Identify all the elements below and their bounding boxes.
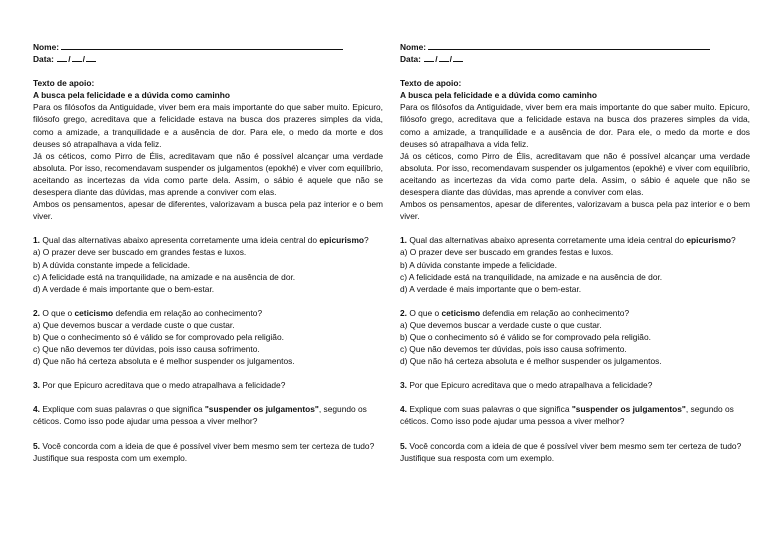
date-blank-day[interactable] xyxy=(424,53,434,62)
support-paragraph-2: Já os céticos, como Pirro de Élis, acreditavam que não é possível alcançar uma verdade absoluta. Por isso, recomendavam suspender os julgamentos (epokhé) e viver com equilíbrio, aceitando as incertezas da vida como parte dela. Assim, o sábio é aquele que não se desespera diante das dúvidas, mas aprende a conviver com elas. xyxy=(400,150,750,198)
question-1-option: c) A felicidade está na tranquilidade, na amizade e na ausência de dor. xyxy=(400,271,663,282)
name-blank[interactable] xyxy=(61,41,343,50)
support-paragraph-1: Para os filósofos da Antiguidade, viver bem era mais importante do que saber muito. Epicuro, filósofo grego, acreditava que a felicidade estava na busca dos prazeres simples da vida, como a amizade, a tranquilidade e a ausência de dor. Para ele, o medo da morte e dos deuses só atrapalhava a vida feliz. xyxy=(400,102,750,149)
question-1-option: a) O prazer deve ser buscado em grandes festas e luxos. xyxy=(33,247,247,258)
question-1-option: a) O prazer deve ser buscado em grandes festas e luxos. xyxy=(400,247,614,258)
question-1-option: d) A verdade é mais importante que o bem-estar. xyxy=(400,283,582,294)
support-text-label: Texto de apoio: xyxy=(400,78,462,89)
question-1: 1. Qual das alternativas abaixo apresenta corretamente uma ideia central do epicurismo? xyxy=(33,235,369,246)
support-text-title: A busca pela felicidade e a dúvida como caminho xyxy=(33,90,231,101)
support-text-title: A busca pela felicidade e a dúvida como caminho xyxy=(400,90,598,101)
question-1-option: d) A verdade é mais importante que o bem-estar. xyxy=(33,283,215,294)
support-paragraph-1: Para os filósofos da Antiguidade, viver bem era mais importante do que saber muito. Epicuro, filósofo grego, acreditava que a felicidade estava na busca dos prazeres simples da vida, como a amizade, a tranquilidade e a ausência de dor. Para ele, o medo da morte e dos deuses só atrapalhava a vida feliz. xyxy=(33,102,383,149)
question-2-option: d) Que não há certeza absoluta e é melhor suspender os julgamentos. xyxy=(33,356,295,367)
date-blank-year[interactable] xyxy=(453,53,463,62)
question-4: 4. Explique com suas palavras o que significa "suspender os julgamentos", segundo os céticos. Como isso pode ajudar uma pessoa a viver melhor? xyxy=(33,404,367,427)
date-label: Data: xyxy=(33,54,54,65)
support-paragraph-2: Já os céticos, como Pirro de Élis, acreditavam que não é possível alcançar uma verdade absoluta. Por isso, recomendavam suspender os julgamentos (epokhé) e viver com equilíbrio, aceitando as incertezas da vida como parte dela. Assim, o sábio é aquele que não se desespera diante das dúvidas, mas aprende a conviver com elas. xyxy=(33,150,383,198)
question-2-option: a) Que devemos buscar a verdade custe o que custar. xyxy=(400,319,602,330)
name-line xyxy=(33,41,383,53)
worksheet-copy-left xyxy=(33,41,383,464)
worksheet-copy-right xyxy=(400,41,750,464)
date-line: Data: / / xyxy=(33,53,383,65)
name-blank[interactable] xyxy=(428,41,710,50)
date-blank-day[interactable] xyxy=(57,53,67,62)
question-2-option: c) Que não devemos ter dúvidas, pois isso causa sofrimento. xyxy=(400,344,627,355)
question-1-option: b) A dúvida constante impede a felicidade. xyxy=(400,259,557,270)
support-text-label: Texto de apoio: xyxy=(33,78,95,89)
support-paragraph-3: Ambos os pensamentos, apesar de diferentes, valorizavam a busca pela paz interior e o bem viver. xyxy=(400,199,750,222)
support-paragraph-3: Ambos os pensamentos, apesar de diferentes, valorizavam a busca pela paz interior e o bem viver. xyxy=(33,199,383,222)
question-2-option: b) Que o conhecimento só é válido se for comprovado pela religião. xyxy=(400,331,651,342)
question-2: 2. O que o ceticismo defendia em relação ao conhecimento? xyxy=(33,307,263,318)
question-3: 3. Por que Epicuro acreditava que o medo atrapalhava a felicidade? xyxy=(33,380,286,391)
date-line: Data: / / xyxy=(400,53,750,65)
date-blank-month[interactable] xyxy=(439,53,449,62)
question-3: 3. Por que Epicuro acreditava que o medo atrapalhava a felicidade? xyxy=(400,380,653,391)
question-1-option: c) A felicidade está na tranquilidade, na amizade e na ausência de dor. xyxy=(33,271,296,282)
question-2-option: b) Que o conhecimento só é válido se for comprovado pela religião. xyxy=(33,331,284,342)
name-label: Nome: xyxy=(33,42,60,52)
name-label: Nome: xyxy=(400,42,427,52)
question-5: 5. Você concorda com a ideia de que é possível viver bem mesmo sem ter certeza de tudo? Justifique sua resposta com um exemplo. xyxy=(33,440,375,463)
question-2-option: a) Que devemos buscar a verdade custe o que custar. xyxy=(33,319,235,330)
question-1: 1. Qual das alternativas abaixo apresenta corretamente uma ideia central do epicurismo? xyxy=(400,235,736,246)
question-5: 5. Você concorda com a ideia de que é possível viver bem mesmo sem ter certeza de tudo? Justifique sua resposta com um exemplo. xyxy=(400,440,742,463)
date-blank-month[interactable] xyxy=(72,53,82,62)
question-2-option: d) Que não há certeza absoluta e é melhor suspender os julgamentos. xyxy=(400,356,662,367)
name-line xyxy=(400,41,750,53)
date-label: Data: xyxy=(400,54,421,65)
question-2-option: c) Que não devemos ter dúvidas, pois isso causa sofrimento. xyxy=(33,344,260,355)
question-4: 4. Explique com suas palavras o que significa "suspender os julgamentos", segundo os céticos. Como isso pode ajudar uma pessoa a viver melhor? xyxy=(400,404,734,427)
date-blank-year[interactable] xyxy=(86,53,96,62)
question-2: 2. O que o ceticismo defendia em relação ao conhecimento? xyxy=(400,307,630,318)
question-1-option: b) A dúvida constante impede a felicidade. xyxy=(33,259,190,270)
